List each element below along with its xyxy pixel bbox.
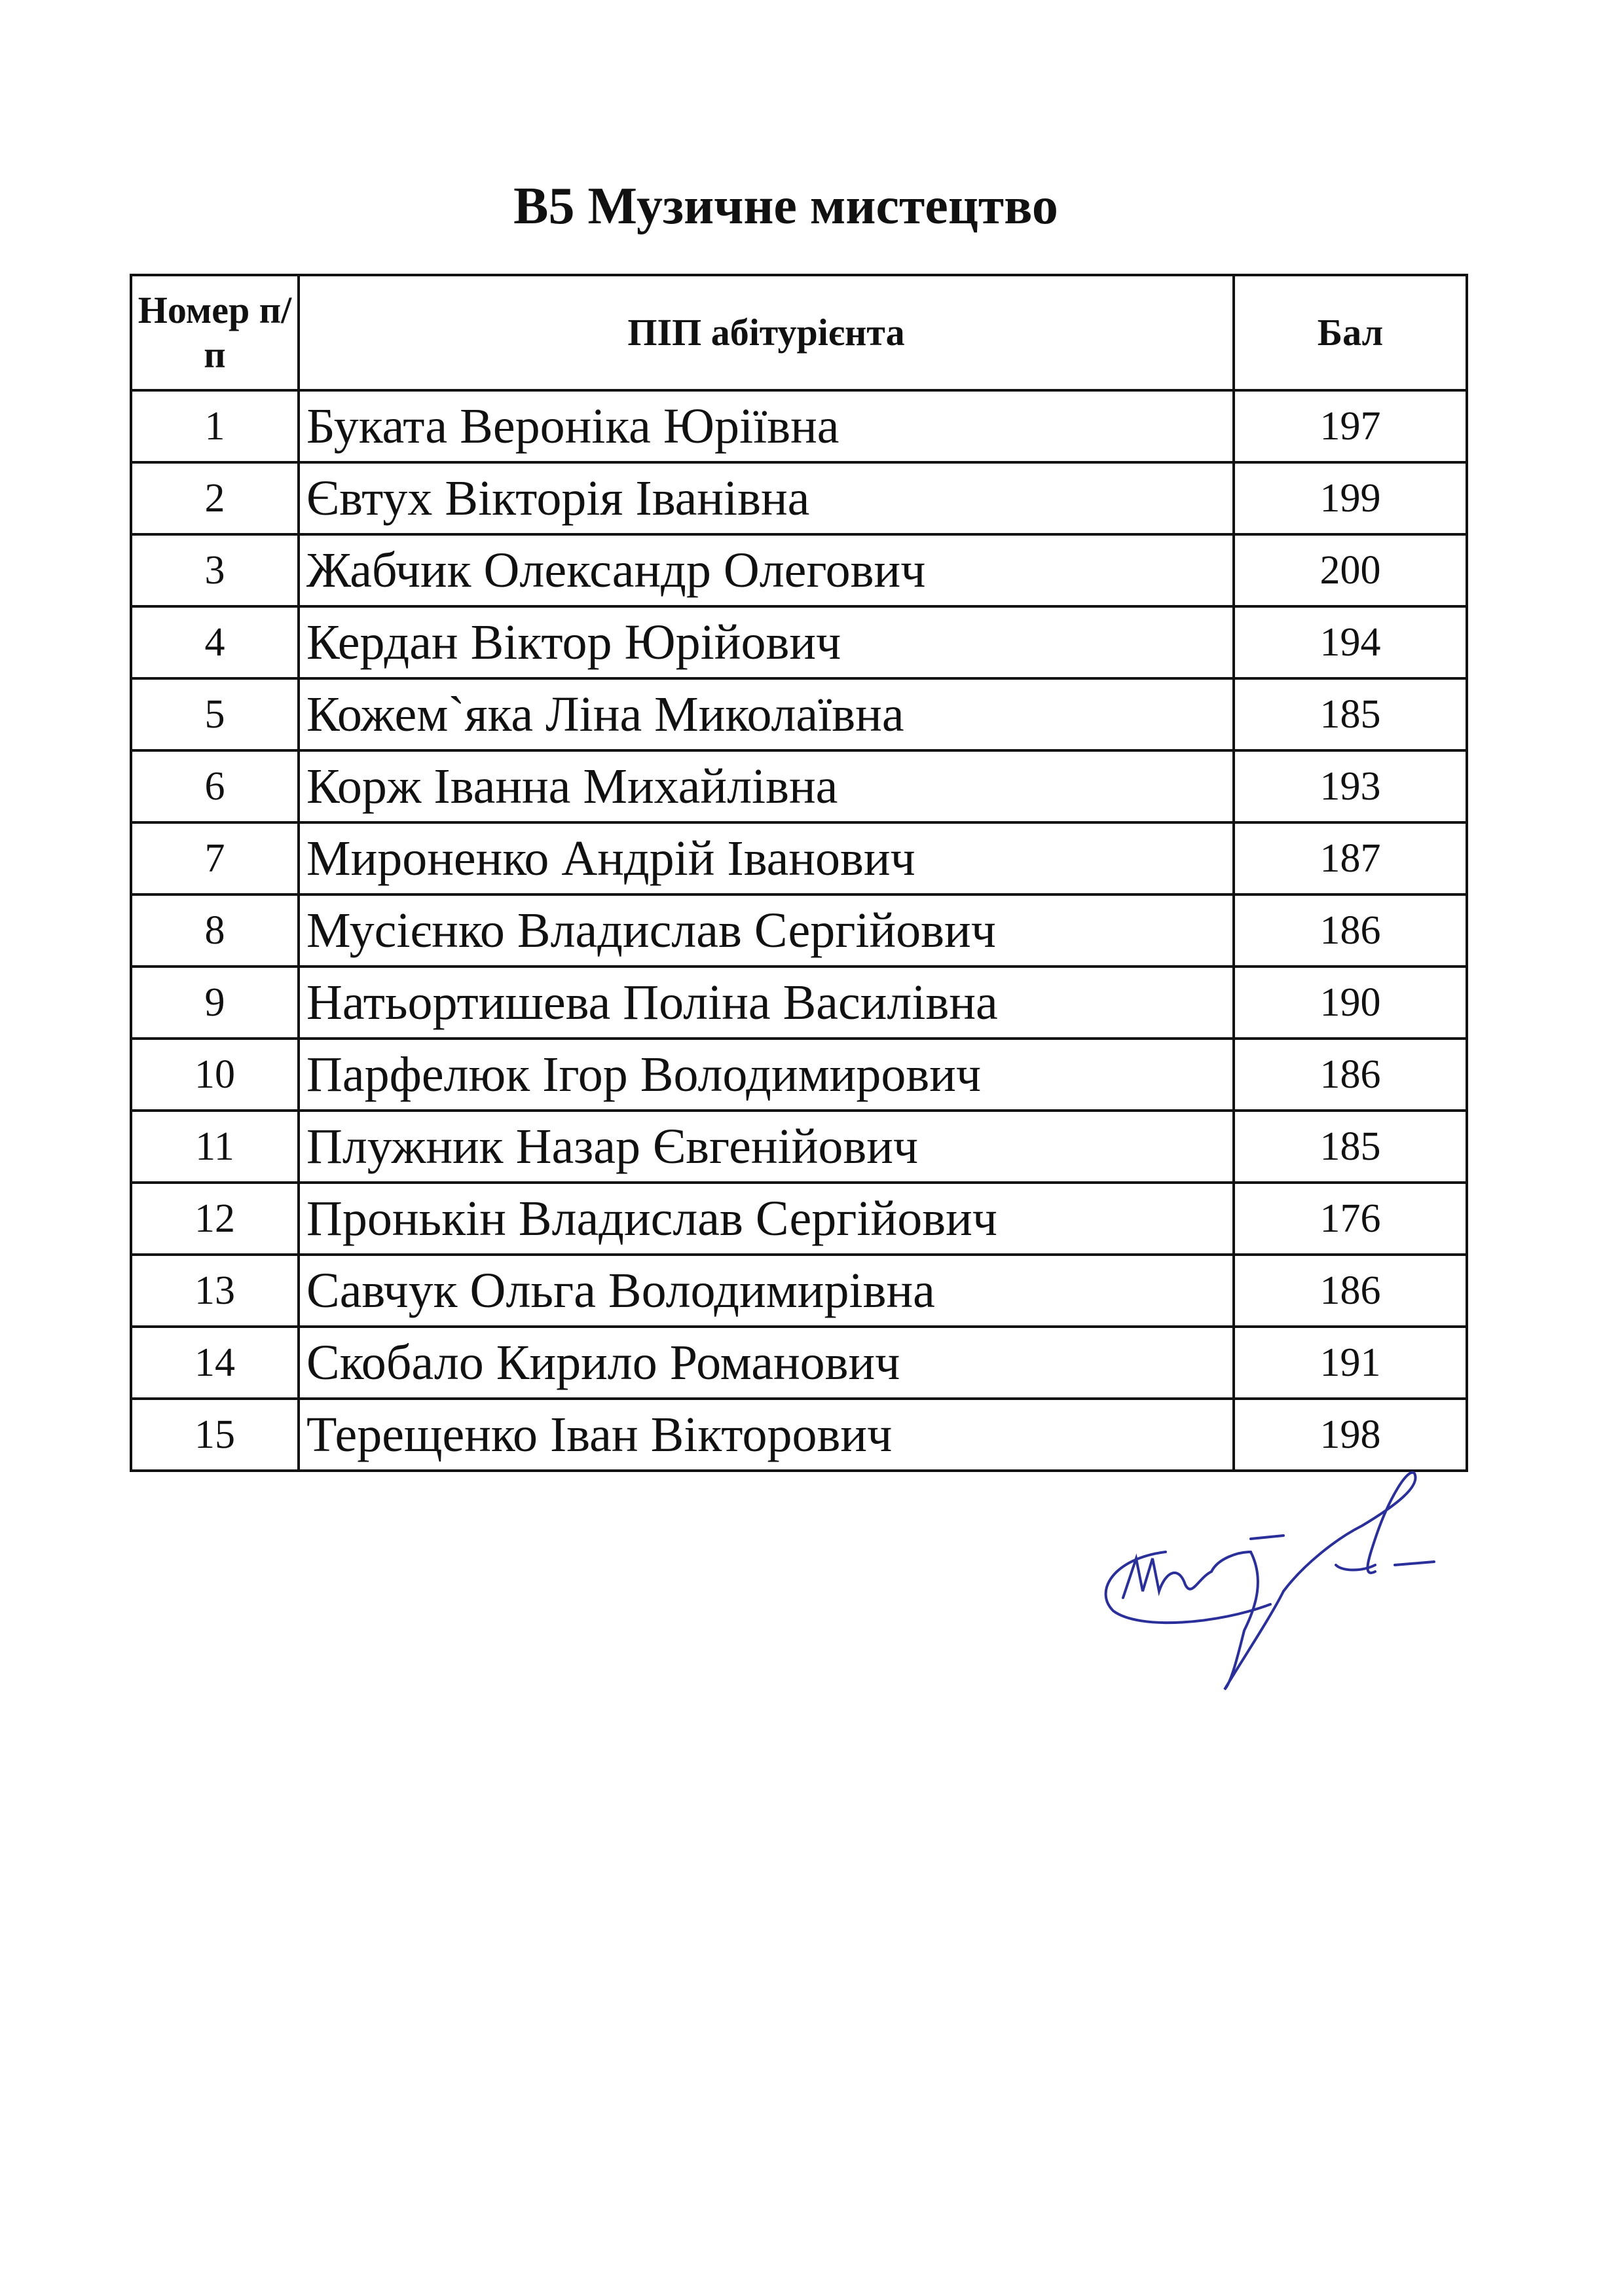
- row-number: 14: [131, 1327, 299, 1399]
- row-number: 5: [131, 678, 299, 750]
- row-number: 7: [131, 822, 299, 894]
- table-row: [131, 1327, 1467, 1399]
- applicant-score: 200: [1234, 534, 1467, 606]
- applicant-name: Кердан Віктор Юрійович: [299, 606, 1234, 678]
- applicants-table: [130, 274, 1468, 1472]
- applicant-score: 186: [1234, 1039, 1467, 1111]
- table-row: [131, 967, 1467, 1039]
- header-score: Бал: [1234, 275, 1467, 390]
- applicant-name: Скобало Кирило Романович: [299, 1327, 1234, 1399]
- applicant-name: Корж Іванна Михайлівна: [299, 750, 1234, 822]
- row-number: 13: [131, 1255, 299, 1327]
- table-row: [131, 750, 1467, 822]
- row-number: 8: [131, 894, 299, 967]
- header-number: Номер п/п: [131, 275, 299, 390]
- applicant-score: 198: [1234, 1399, 1467, 1471]
- applicant-name: Плужник Назар Євгенійович: [299, 1111, 1234, 1183]
- document-title: В5 Музичне мистецтво: [513, 177, 1058, 235]
- applicant-name: Савчук Ольга Володимирівна: [299, 1255, 1234, 1327]
- applicant-score: 191: [1234, 1327, 1467, 1399]
- applicant-score: 186: [1234, 1255, 1467, 1327]
- row-number: 11: [131, 1111, 299, 1183]
- row-number: 2: [131, 462, 299, 534]
- table-row: [131, 678, 1467, 750]
- table-row: [131, 462, 1467, 534]
- applicant-name: Парфелюк Ігор Володимирович: [299, 1039, 1234, 1111]
- applicant-name: Кожем`яка Ліна Миколаївна: [299, 678, 1234, 750]
- table-row: [131, 1255, 1467, 1327]
- row-number: 6: [131, 750, 299, 822]
- table-row: [131, 606, 1467, 678]
- applicant-name: Мусієнко Владислав Сергійович: [299, 894, 1234, 967]
- applicant-name: Жабчик Олександр Олегович: [299, 534, 1234, 606]
- table-header-row: [131, 275, 1467, 390]
- header-name: ПІП абітурієнта: [299, 275, 1234, 390]
- row-number: 15: [131, 1399, 299, 1471]
- table-row: [131, 1111, 1467, 1183]
- row-number: 4: [131, 606, 299, 678]
- table-row: [131, 1183, 1467, 1255]
- applicant-score: 185: [1234, 678, 1467, 750]
- applicant-score: 185: [1234, 1111, 1467, 1183]
- applicant-score: 199: [1234, 462, 1467, 534]
- row-number: 1: [131, 390, 299, 462]
- applicant-score: 176: [1234, 1183, 1467, 1255]
- row-number: 9: [131, 967, 299, 1039]
- table-row: [131, 822, 1467, 894]
- table-row: [131, 390, 1467, 462]
- applicant-score: 193: [1234, 750, 1467, 822]
- applicant-name: Євтух Вікторія Іванівна: [299, 462, 1234, 534]
- applicant-name: Мироненко Андрій Іванович: [299, 822, 1234, 894]
- applicant-score: 194: [1234, 606, 1467, 678]
- table-row: [131, 894, 1467, 967]
- applicant-score: 190: [1234, 967, 1467, 1039]
- applicant-name: Терещенко Іван Вікторович: [299, 1399, 1234, 1471]
- applicant-name: Натьортишева Поліна Василівна: [299, 967, 1234, 1039]
- applicant-name: Буката Вероніка Юріївна: [299, 390, 1234, 462]
- row-number: 12: [131, 1183, 299, 1255]
- row-number: 10: [131, 1039, 299, 1111]
- applicant-score: 186: [1234, 894, 1467, 967]
- table-row: [131, 1039, 1467, 1111]
- applicant-score: 187: [1234, 822, 1467, 894]
- signature: [1087, 1460, 1454, 1709]
- applicant-name: Пронькін Владислав Сергійович: [299, 1183, 1234, 1255]
- table-row: [131, 534, 1467, 606]
- applicant-score: 197: [1234, 390, 1467, 462]
- row-number: 3: [131, 534, 299, 606]
